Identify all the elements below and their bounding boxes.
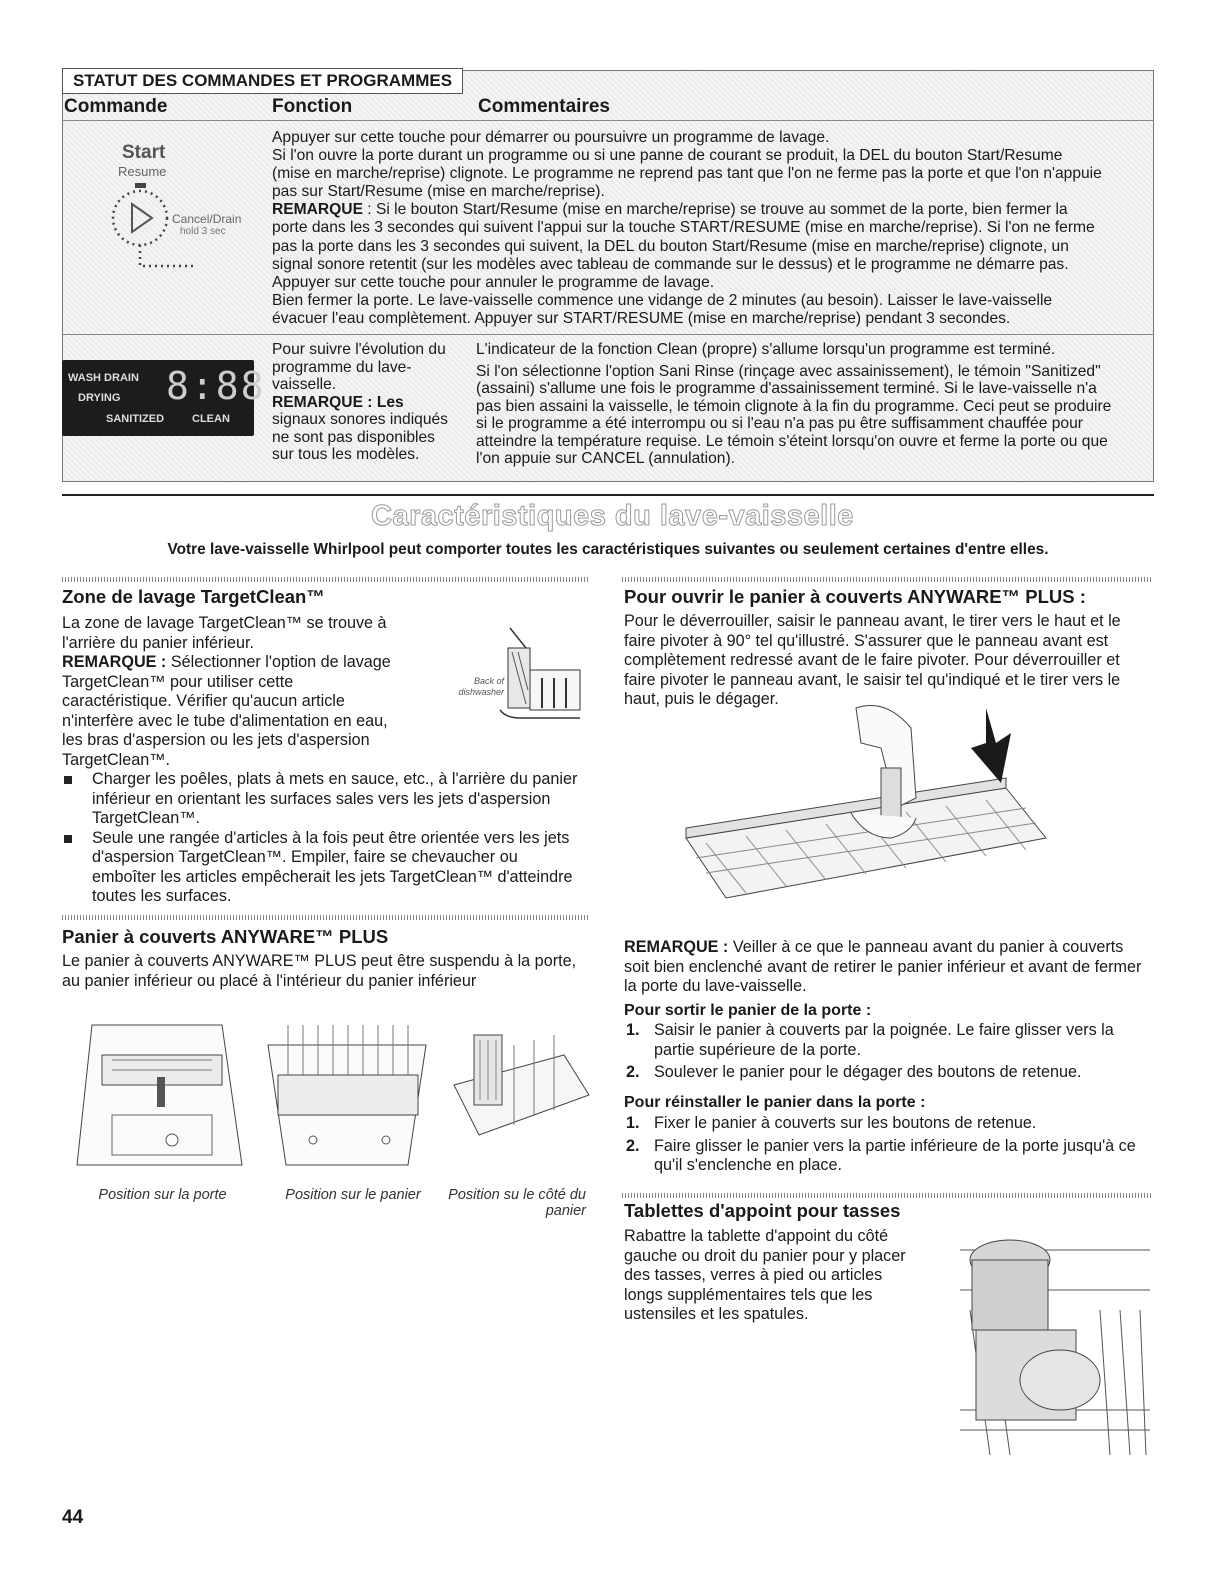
- row1-line: porte dans les 3 secondes qui suivent l'appui sur la touche START/RESUME (mise en marche/reprise). Si l'on ne ferme: [272, 219, 1095, 237]
- targetclean-heading: Zone de lavage TargetClean™: [62, 586, 325, 607]
- header-rule: [62, 120, 1154, 121]
- targetclean-text: [62, 614, 482, 770]
- step-text: Saisir le panier à couverts par la poignée. Le faire glisser vers la partie supérieure de la porte.: [654, 1021, 1114, 1059]
- row1-line: évacuer l'eau complètement. Appuyer sur START/RESUME (mise en marche/reprise) pendant 3 secondes.: [272, 309, 1011, 327]
- list-item: Seule une rangée d'articles à la fois peut être orientée vers les jets d'aspersion TargetClean™. Empiler, faire se chevaucher ou emboîter les articles empêcherait les jets TargetClean™ d'atteindre toutes les surfaces.: [62, 829, 582, 907]
- row1-remark: [272, 201, 1152, 219]
- text-line: caractéristique. Vérifier qu'aucun article: [62, 692, 345, 710]
- targetclean-remark: REMARQUE : Sélectionner l'option de lavage: [62, 653, 391, 671]
- remark-bold: REMARQUE :: [62, 653, 167, 671]
- basket-open-illustration: [676, 688, 1056, 912]
- row1-line: pas sur Start/Resume (mise en marche/reprise).: [272, 183, 605, 201]
- header-commentaires: Commentaires: [478, 96, 610, 117]
- row2-function-line: vaisselle.: [272, 376, 337, 393]
- row2-comment-line: atteindre la température requise. Le témoin s'éteint lorsqu'on ouvre et ferme la porte ou que: [476, 432, 1108, 450]
- resume-label: Resume: [118, 164, 167, 179]
- row1-line: Si l'on ouvre la porte durant un programme ou si une panne de courant se produit, la DEL du bouton Start/Resume: [272, 147, 1063, 165]
- targetclean-bullets: [62, 770, 582, 907]
- status-display-illustration: [62, 360, 266, 436]
- digit-display: 8:88: [166, 364, 266, 408]
- start-label: Start: [122, 142, 166, 163]
- row1-line: Appuyer sur cette touche pour démarrer ou poursuivre un programme de lavage.: [272, 129, 830, 146]
- play-icon: [94, 188, 194, 268]
- text-line: TargetClean™.: [62, 750, 170, 769]
- text-line: les bras d'aspersion ou les jets d'aspersion: [62, 731, 370, 749]
- note-text: Veiller à ce que le panneau avant du panier à couverts soit bien enclenché avant de retirer le panier inférieur et avant de fermer la porte du lave-vaisselle.: [624, 938, 1142, 995]
- header-fonction: Fonction: [272, 96, 353, 117]
- text-line: n'interfère avec le tube d'alimentation en eau,: [62, 711, 388, 730]
- panier-text: Le panier à couverts ANYWARE™ PLUS peut être suspendu à la porte, au panier inférieur ou placé à l'intérieur du panier inférieur: [62, 952, 577, 990]
- targetclean-illustration: [430, 618, 590, 728]
- row1-line: pas la porte dans les 3 secondes qui suivent, la DEL du bouton Start/Resume (mise en marche/reprise) clignote, un: [272, 237, 1069, 255]
- text-line: Rabattre la tablette d'appoint du côté: [624, 1227, 889, 1245]
- header-commande: Commande: [64, 96, 168, 117]
- step-text: Fixer le panier à couverts sur les boutons de retenue.: [654, 1114, 1037, 1132]
- step-number: 2.: [626, 1063, 640, 1081]
- text-line: ustensiles et les spatules.: [624, 1305, 809, 1323]
- tablettes-heading: Tablettes d'appoint pour tasses: [624, 1200, 901, 1221]
- list-item: [624, 1137, 1152, 1176]
- start-button-illustration: [94, 142, 264, 272]
- remark-bold: REMARQUE: [272, 201, 363, 219]
- section-divider: [62, 915, 590, 920]
- list-item: [624, 1021, 1152, 1060]
- note-label: REMARQUE :: [624, 938, 729, 956]
- row2-comment-line: l'on appuie sur CANCEL (annulation).: [476, 450, 735, 467]
- figure-label: Back of dishwasher: [458, 676, 504, 697]
- row2-function: [272, 341, 468, 464]
- row1-remark-rest: : Si le bouton Start/Resume (mise en marche/reprise) se trouve au sommet de la porte, bien fermer la: [362, 201, 1068, 219]
- reinstaller-steps: [624, 1114, 1152, 1179]
- side-position-illustration: [444, 1015, 594, 1175]
- sanitized-label: SANITIZED: [106, 413, 165, 425]
- page-number: 44: [62, 1507, 84, 1528]
- cancel-drain-label: Cancel/Drain: [172, 212, 242, 226]
- row2-comment-line: si le programme a été interrompu ou si l'eau n'a pas pu être suffisamment chauffée pour: [476, 415, 1083, 432]
- row2-comment-line: Si l'on sélectionne l'option Sani Rinse (rinçage avec assainissement), le témoin "Sanitized": [476, 362, 1101, 380]
- text-line: La zone de lavage TargetClean™ se trouve à: [62, 614, 387, 632]
- row2-remark: REMARQUE : Les: [272, 393, 404, 411]
- text-line: longs supplémentaires tels que les: [624, 1285, 873, 1304]
- row1-line: signal sonore retentit (sur les modèles avec tableau de commande sur le dessus) et le programme ne démarre pas.: [272, 255, 1069, 273]
- section-divider: [622, 1193, 1152, 1198]
- step-number: 1.: [626, 1114, 640, 1132]
- ouvrir-text: Pour le déverrouiller, saisir le panneau avant, le tirer vers le haut et le faire pivoter à 90° tel qu'illustré. S'assurer que le panneau avant est complètement redressé avant de le faire pivoter. Pour déverrouiller et faire pivoter le panneau avant, le saisir tel qu'indiqué et le tirer vers le haut, puis le dégager.: [624, 612, 1121, 708]
- wash-drain-label: WASH DRAIN: [68, 372, 139, 384]
- row2-comment-line: (assaini) s'allume une fois le programme d'assainissement terminé. Si le lave-vaisselle n'a: [476, 380, 1097, 397]
- row2-function-line: programme du lave-: [272, 358, 412, 376]
- section-rule: [62, 494, 1154, 496]
- list-item: Charger les poêles, plats à mets en sauce, etc., à l'arrière du panier inférieur en orientant les surfaces sales vers les jets d'aspersion TargetClean™.: [62, 770, 582, 829]
- hold-label: hold 3 sec: [180, 226, 226, 237]
- row2-comments: [476, 341, 1154, 468]
- drying-label: DRYING: [78, 392, 121, 404]
- row2-function-line: ne sont pas disponibles: [272, 428, 435, 446]
- page-title: Caractéristiques du lave-vaisselle: [371, 500, 854, 532]
- caption-rack: Position sur le panier: [285, 1187, 421, 1203]
- row1-comments: [272, 129, 1152, 328]
- row2-function-line: Pour suivre l'évolution du: [272, 341, 446, 358]
- panier-heading: Panier à couverts ANYWARE™ PLUS: [62, 926, 389, 947]
- step-number: 2.: [626, 1136, 640, 1155]
- section-divider: [62, 577, 590, 582]
- text-line: des tasses, verres à pied ou articles: [624, 1266, 883, 1284]
- row1-line: Appuyer sur cette touche pour annuler le programme de lavage.: [272, 273, 715, 291]
- text-line: l'arrière du panier inférieur.: [62, 633, 255, 652]
- section-divider: [622, 577, 1152, 582]
- text-line: gauche ou droit du panier pour y placer: [624, 1246, 906, 1265]
- list-item: [624, 1063, 1152, 1083]
- step-number: 1.: [626, 1021, 640, 1039]
- row2-comment-line: pas bien assaini la vaisselle, le témoin clignote à la fin du programme. Ceci peut se produire: [476, 397, 1112, 415]
- rack-position-illustration: [258, 1015, 436, 1175]
- caption-side: Position su le côté du panier: [448, 1187, 586, 1219]
- sortir-steps: [624, 1021, 1152, 1086]
- ouvrir-heading: Pour ouvrir le panier à couverts ANYWARE™ PLUS :: [624, 586, 1086, 607]
- door-position-illustration: [72, 1015, 250, 1175]
- caption-door: Position sur la porte: [98, 1187, 227, 1203]
- row2-function-line: signaux sonores indiqués: [272, 411, 448, 428]
- row1-line: Bien fermer la porte. Le lave-vaisselle commence une vidange de 2 minutes (au besoin). Laisser le lave-vaisselle: [272, 291, 1053, 309]
- text-line: TargetClean™ pour utiliser cette: [62, 672, 294, 691]
- clean-label: CLEAN: [192, 413, 230, 425]
- row2-comment-line: L'indicateur de la fonction Clean (propre) s'allume lorsqu'un programme est terminé.: [476, 341, 1056, 358]
- list-item: [624, 1114, 1152, 1134]
- row1-line: (mise en marche/reprise) clignote. Le programme ne reprend pas tant que l'on ne ferme pas la porte et que l'on n'appuie: [272, 165, 1102, 183]
- page-subtitle: Votre lave-vaisselle Whirlpool peut comporter toutes les caractéristiques suivantes ou seulement certaines d'entre elles.: [167, 541, 1049, 558]
- cup-shelf-illustration: [950, 1230, 1150, 1460]
- ouvrir-note: [624, 938, 1152, 997]
- row-divider: [62, 334, 1154, 335]
- step-text: Soulever le panier pour le dégager des boutons de retenue.: [654, 1063, 1082, 1081]
- reinstaller-heading: Pour réinstaller le panier dans la porte :: [624, 1094, 926, 1111]
- tablettes-text: [624, 1227, 944, 1325]
- sortir-heading: Pour sortir le panier de la porte :: [624, 1002, 872, 1019]
- row2-function-line: sur tous les modèles.: [272, 446, 420, 463]
- step-text: Faire glisser le panier vers la partie inférieure de la porte jusqu'à ce qu'il s'enclenche en place.: [654, 1136, 1136, 1174]
- table-title: STATUT DES COMMANDES ET PROGRAMMES: [62, 68, 463, 94]
